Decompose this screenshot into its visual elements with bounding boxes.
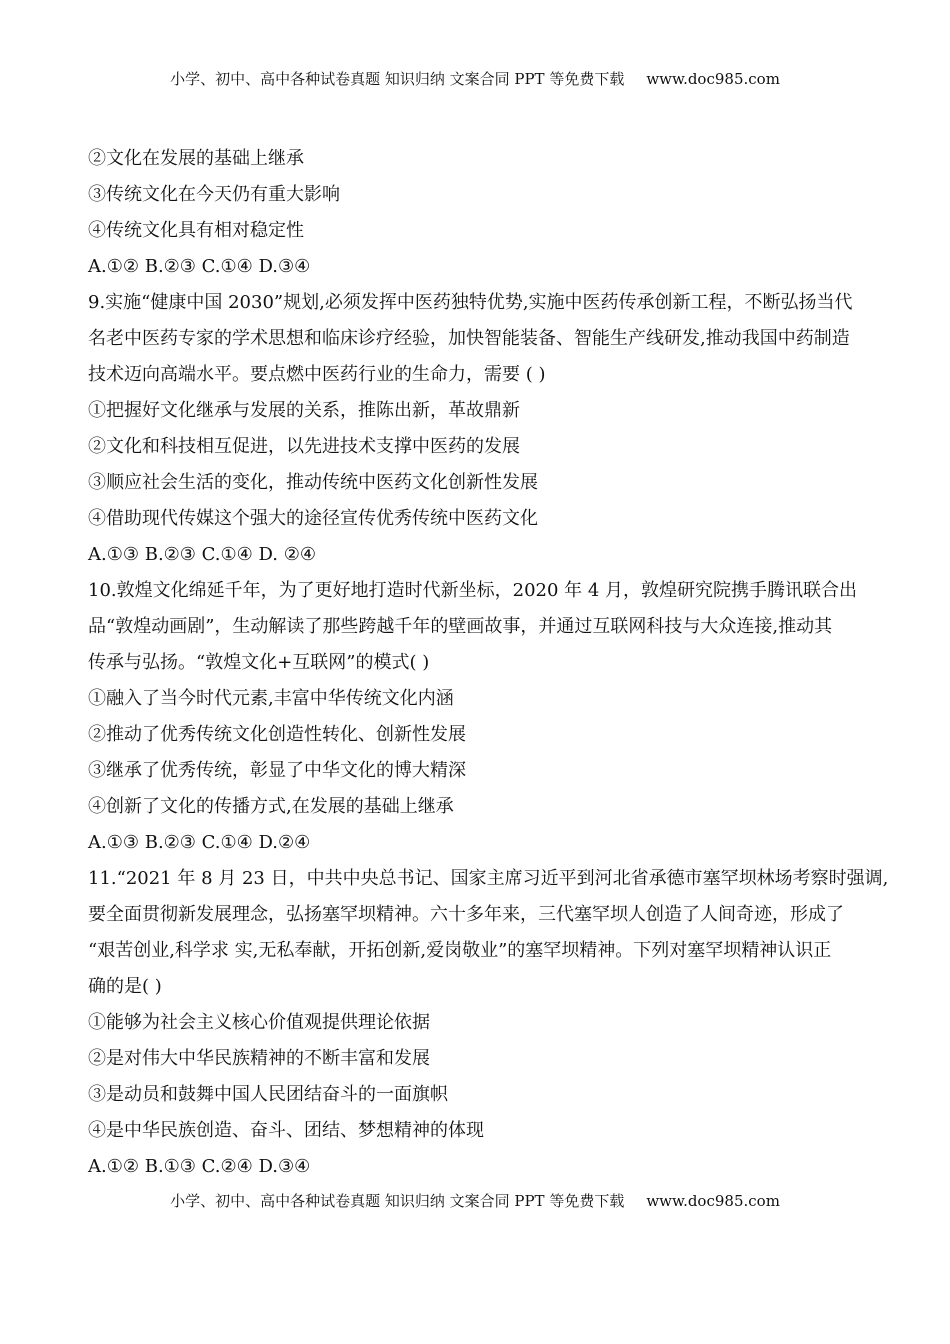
header-site-link[interactable]: www.doc985.com <box>646 70 780 88</box>
question-11-text: 11.“2021 年 8 月 23 日，中共中央总书记、国家主席习近平到河北省承德市塞罕坝林场考察时强调, <box>88 868 889 889</box>
option-line: ②推动了优秀传统文化创造性转化、创新性发展 <box>88 724 466 745</box>
question-9-text: 技术迈向高端水平。要点燃中医药行业的生命力，需要 ( ) <box>88 364 546 385</box>
option-line: ③是动员和鼓舞中国人民团结奋斗的一面旗帜 <box>88 1084 448 1105</box>
option-line: ④创新了文化的传播方式,在发展的基础上继承 <box>88 796 454 817</box>
answer-choices: A.①③ B.②③ C.①④ D. ②④ <box>88 544 317 565</box>
page-header <box>0 68 950 89</box>
question-11-text: “艰苦创业,科学求 实,无私奉献，开拓创新,爱岗敬业”的塞罕坝精神。下列对塞罕坝精神认识正 <box>88 940 832 961</box>
option-line: ②是对伟大中华民族精神的不断丰富和发展 <box>88 1048 430 1069</box>
option-line: ③继承了优秀传统，彰显了中华文化的博大精深 <box>88 760 466 781</box>
exam-content <box>88 141 902 1185</box>
option-line: ①把握好文化继承与发展的关系，推陈出新，革故鼎新 <box>88 400 520 421</box>
answer-choices: A.①③ B.②③ C.①④ D.②④ <box>88 832 311 853</box>
option-line: ②文化在发展的基础上继承 <box>88 148 304 169</box>
question-11-text: 确的是( ) <box>88 976 162 997</box>
question-10-text: 品“敦煌动画剧”，生动解读了那些跨越千年的壁画故事，并通过互联网科技与大众连接,推动其 <box>88 616 833 637</box>
question-9-text: 名老中医药专家的学术思想和临床诊疗经验，加快智能装备、智能生产线研发,推动我国中药制造 <box>88 328 850 349</box>
option-line: ④借助现代传媒这个强大的途径宣传优秀传统中医药文化 <box>88 508 538 529</box>
question-9-text: 9.实施“健康中国 2030”规划,必须发挥中医药独特优势,实施中医药传承创新工程，不断弘扬当代 <box>88 292 853 313</box>
option-line: ③传统文化在今天仍有重大影响 <box>88 184 340 205</box>
answer-choices: A.①② B.②③ C.①④ D.③④ <box>88 256 311 277</box>
header-text: 小学、初中、高中各种试卷真题 知识归纳 文案合同 PPT 等免费下载 <box>170 70 625 88</box>
option-line: ③顺应社会生活的变化，推动传统中医药文化创新性发展 <box>88 472 538 493</box>
question-10-text: 传承与弘扬。“敦煌文化+互联网”的模式( ) <box>88 652 430 673</box>
footer-text: 小学、初中、高中各种试卷真题 知识归纳 文案合同 PPT 等免费下载 <box>170 1192 625 1210</box>
option-line: ②文化和科技相互促进，以先进技术支撑中医药的发展 <box>88 436 520 457</box>
question-11-text: 要全面贯彻新发展理念，弘扬塞罕坝精神。六十多年来，三代塞罕坝人创造了人间奇迹，形成了 <box>88 904 844 925</box>
option-line: ④是中华民族创造、奋斗、团结、梦想精神的体现 <box>88 1120 484 1141</box>
option-line: ①能够为社会主义核心价值观提供理论依据 <box>88 1012 430 1033</box>
option-line: ①融入了当今时代元素,丰富中华传统文化内涵 <box>88 688 454 709</box>
answer-choices: A.①② B.①③ C.②④ D.③④ <box>88 1156 311 1177</box>
question-10-text: 10.敦煌文化绵延千年，为了更好地打造时代新坐标，2020 年 4 月，敦煌研究院携手腾讯联合出 <box>88 580 858 601</box>
page-footer <box>0 1190 950 1211</box>
option-line: ④传统文化具有相对稳定性 <box>88 220 304 241</box>
footer-site-link[interactable]: www.doc985.com <box>646 1192 780 1210</box>
